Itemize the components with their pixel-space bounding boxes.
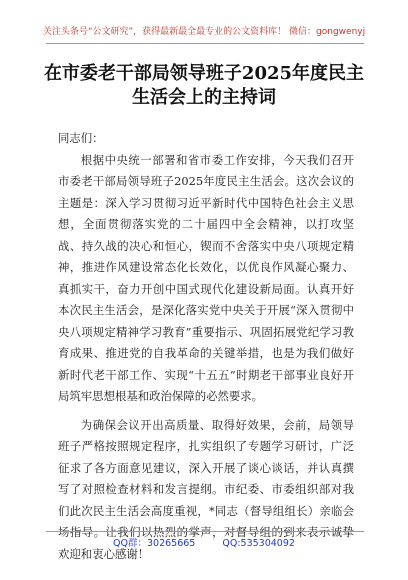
document-title [0, 62, 408, 110]
header-divider [46, 43, 364, 44]
footer-divider [46, 531, 364, 532]
document-body [58, 128, 354, 565]
salutation: 同志们： [58, 131, 104, 145]
footer-qq-group: QQ群：30265665 [113, 538, 196, 549]
paragraph-1: 根据中央统一部署和省市委工作安排，今天我们召开市委老干部局领导班子2025年度民主生活会。这次会议的主题是：深入学习贯彻习近平新时代中国特色社会主义思想，全面贯彻落实党的二十届四中全会精神，以打攻坚战、持久战的决心和恒心，锲而不舍落实中央八项规定精神，推进作风建设常态化长效化，以优良作风凝心聚力、真抓实干，奋力开创中国式现代化建设新局面。认真开好本次民主生活会，是深化落实党中央关于开展“深入贯彻中央八项规定精神学习教育”重要指示、巩固拓展党纪学习教育成果、推进党的自我革命的关键举措，也是为我们做好新时代老干部工作、实现“十五五”时期老干部事业良好开局筑牢思想根基和政治保障的必然要求。 [58, 152, 354, 403]
document-title-line-2: 生活会上的主持词 [132, 87, 276, 108]
header-banner: 关注头条号“公文研究”，获得最新最全最专业的公文资料库！ 微信：gongwenyj [42, 27, 366, 37]
paragraph-2: 为确保会议开出高质量、取得好效果，会前，局领导班子严格按照规定程序，扎实组织了专题学习研讨，广泛征求了各方面意见建议，深入开展了谈心谈话，并认真撰写了对照检查材料和发言提纲。市纪委、市委组织部对我们此次民主生活会高度重视，*同志（督导组组长）亲临会场指导。让我们以热烈的掌声，对督导组的到来表示诚挚欢迎和衷心感谢！ [58, 417, 354, 561]
document-title-line-1: 在市委老干部局领导班子2025年度民主 [43, 63, 365, 84]
footer-qq: QQ:535304092 [222, 538, 295, 549]
footer-contact [0, 535, 408, 549]
